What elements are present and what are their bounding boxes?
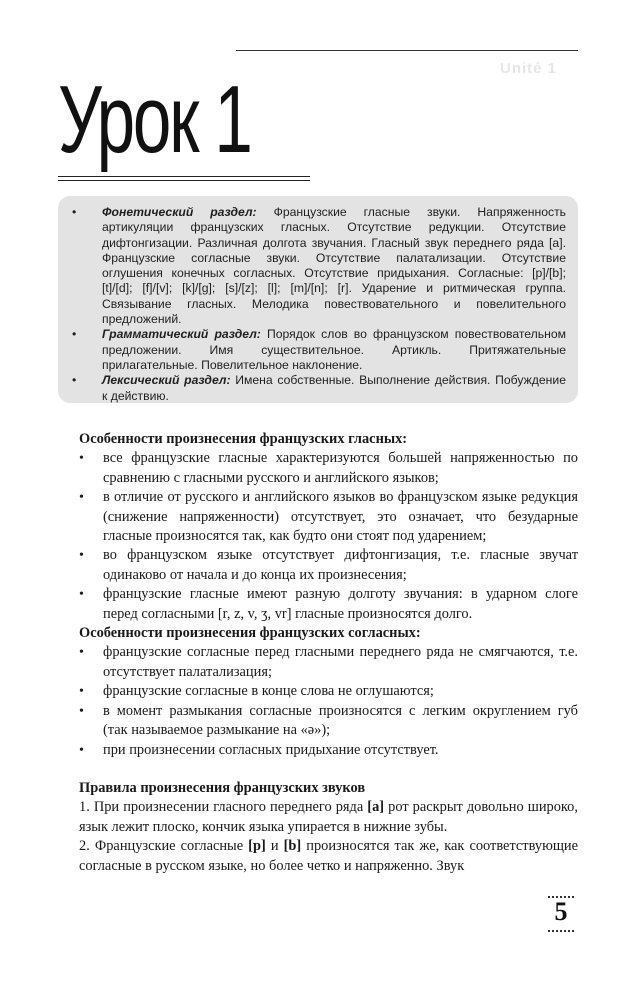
lesson-summary-box [58, 196, 578, 403]
summary-item-label: Фонетический раздел: [102, 205, 257, 219]
bullet-icon: • [79, 490, 84, 506]
bullet-icon: • [79, 645, 84, 661]
summary-item-text: Имена собственные. Выполнение действия. Побуждение к действию. [102, 373, 566, 403]
summary-list [70, 205, 566, 404]
list-item [79, 682, 578, 701]
rule-number: 1. [79, 799, 90, 816]
rule-paragraph-2 [79, 837, 578, 876]
sound-symbol: [b] [283, 838, 302, 855]
list-item-text: в момент размыкания согласные произносятся с легким округлением губ (так называемое размыкание на «ə»); [103, 702, 578, 739]
list-item-text: все французские гласные характеризуются большей напряженностью по сравнению с гласными русского и английского языков; [103, 450, 578, 486]
bullet-icon: • [79, 684, 84, 700]
bullet-icon: • [72, 327, 77, 342]
rule-text: рот раскрыт довольно широко, язык лежит плоско, кончик языка упирается в нижние зубы. [79, 799, 578, 835]
summary-item-label: Грамматический раздел: [102, 327, 261, 342]
bullet-icon: • [79, 587, 84, 603]
list-item [79, 488, 578, 546]
list-item [79, 741, 578, 760]
bullet-icon: • [79, 742, 84, 758]
page-number-dots-bottom [548, 930, 574, 932]
bullet-icon: • [72, 205, 77, 219]
consonants-heading: Особенности произнесения французских согласных: [79, 625, 421, 642]
rule-number: 2. [79, 838, 90, 855]
summary-item-label: Лексический раздел: [102, 373, 231, 388]
unit-label: Unité 1 [500, 60, 558, 77]
summary-item-phonetic [70, 205, 566, 327]
rule-text: При произнесении гласного переднего ряда [89, 799, 368, 816]
title-underline-secondary [58, 180, 310, 181]
list-item [79, 585, 578, 624]
title-underline [58, 176, 310, 177]
bullet-icon: • [79, 703, 84, 719]
rule-text: Французские согласные [89, 838, 249, 855]
bullet-icon: • [79, 451, 84, 467]
rule-paragraph-1 [79, 798, 578, 837]
list-item-text: при произнесении согласных придыхание отсутствует. [103, 741, 439, 758]
consonants-list [79, 643, 578, 759]
lesson-title: Урок 1 [58, 66, 251, 173]
list-item-text: французские гласные имеют разную долготу звучания: в ударном слоге перед согласными [r, z, v, ʒ, vr] гласные произносятся долго. [103, 586, 578, 622]
bullet-icon: • [72, 373, 77, 388]
summary-item-lexical [70, 373, 566, 404]
sound-symbol: [p] [248, 838, 266, 855]
sound-symbol: [a] [367, 799, 385, 816]
vowels-heading: Особенности произнесения французских гласных: [79, 431, 408, 447]
rules-heading: Правила произнесения французских звуков [79, 779, 366, 796]
rule-text: произносятся так же, как соответствующие согласные в русском языке, но более четко и напряженно. Звук [79, 838, 579, 874]
vowels-list [79, 449, 578, 624]
list-item [79, 702, 578, 741]
list-item-text: в отличие от русского и английского языков во французском языке редукция (снижение напряженности) отсутствует, это означает, что безударные гласные произносятся так, как будто они стоят под ударением; [103, 489, 578, 545]
list-item-text: французские согласные в конце слова не оглушаются; [103, 683, 434, 700]
header-rule [236, 50, 578, 51]
main-body [79, 430, 578, 876]
list-item [79, 449, 578, 488]
bullet-icon: • [79, 548, 84, 564]
list-item [79, 546, 578, 585]
list-item-text: во французском языке отсутствует дифтонгизация, т.е. гласные звучат одинаково от начала и до конца их произнесения; [103, 547, 578, 583]
summary-item-text: Французские гласные звуки. Напряженность артикуляции французских гласных. Отсутствие редукции. Отсутствие дифтонгизации. Различная долгота звучания. Гласный звук переднего ряда [a]. Французские согласные звуки. Отсутствие палатализации. Отсутствие оглушения конечных согласных. Отсутствие придыхания. Согласные: [p]/[b]; [t]/[d]; [f]/[v]; [k]/[g]; [s]/[z]; [l]; [m]/[n]; [r]. Ударение и ритмическая группа. Связывание гласных. Мелодика повествовательного и повелительного предложений. [102, 205, 567, 327]
page-number: 5 [554, 897, 568, 926]
summary-item-grammar [70, 327, 566, 373]
rule-text: и [265, 838, 284, 855]
list-item-text: французские согласные перед гласными переднего ряда не смягчаются, т.е. отсутствует палатализация; [103, 644, 578, 680]
summary-item-text: Порядок слов во французском повествовательном предложении. Имя существительное. Артикль. Притяжательные прилагательные. Повелительное наклонение. [102, 327, 567, 372]
list-item [79, 643, 578, 682]
